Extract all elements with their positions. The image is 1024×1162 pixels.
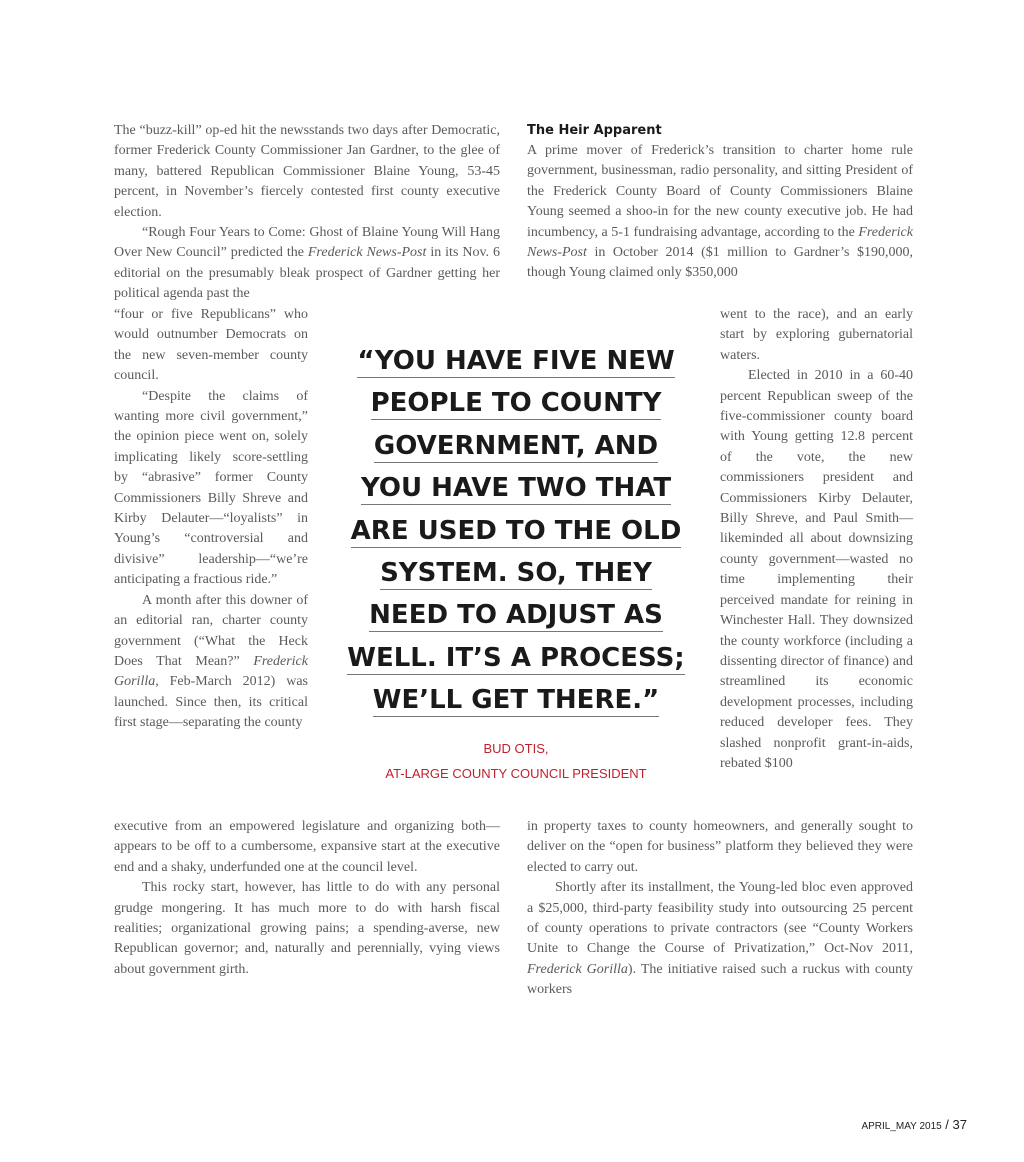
pull-quote-line: WELL. IT’S A PROCESS;	[347, 642, 685, 673]
pull-quote-attribution	[338, 736, 694, 786]
paragraph: executive from an empowered legislature and organizing both—appears to be off to a cumbersome, expansive start at the executive end and a shaky, underfunded one at the council level.	[114, 819, 500, 875]
article-column-left-bottom	[114, 817, 500, 980]
paragraph: Elected in 2010 in a 60-40 percent Republican sweep of the five-commissioner county board with Young getting 12.8 percent of the vote, the new commissioners president and Commissioners Kirby Delauter, Billy Shreve, and Paul Smith—likeminded all about downsizing county government—wasted no time implementing their perceived mandate for reining in Winchester Hall. They downsized the county workforce (including a dissenting director of finance) and streamlined its economic development processes, including reduced developer fees. They slashed nonprofit grant-in-aids, rebated $100	[720, 368, 913, 771]
paragraph: Shortly after its installment, the Young-led bloc even approved a $25,000, third-party feasibility study into outsourcing 25 percent of county operations to private contractors (see “County Workers Unite to Change the Course of Privatization,” Oct-Nov 2011, Frederick Gorilla). The initiative raised such a ruckus with county workers	[527, 880, 913, 998]
pull-quote-line: YOU HAVE TWO THAT	[360, 473, 672, 504]
pull-quote	[338, 340, 694, 786]
paragraph: “four or five Republicans” who would outnumber Democrats on the new seven-member county council.	[114, 307, 308, 384]
pull-quote-line: PEOPLE TO COUNTY	[370, 388, 662, 419]
article-column-right-bottom	[527, 817, 913, 1001]
page-number: 37	[952, 1117, 967, 1132]
paragraph: A month after this downer of an editorial ran, charter county government (“What the Heck Does That Mean?” Frederick Gorilla, Feb-March 2012) was launched. Since then, its critical first stage—separating the county	[114, 592, 308, 731]
paragraph: went to the race), and an early start by exploring gubernatorial waters.	[720, 307, 913, 363]
article-column-right-top	[527, 121, 913, 284]
pull-quote-text	[338, 340, 694, 722]
article-column-left-top	[114, 121, 500, 305]
pull-quote-line: ARE USED TO THE OLD	[350, 515, 682, 546]
pull-quote-line: NEED TO ADJUST AS	[369, 600, 663, 631]
paragraph: “Rough Four Years to Come: Ghost of Blaine Young Will Hang Over New Council” predicted the Frederick News-Post in its Nov. 6 editorial on the presumably bleak prospect of Gardner getting her political agenda past the	[114, 225, 500, 302]
paragraph: in property taxes to county homeowners, and generally sought to deliver on the “open for business” platform they believed they were elected to carry out.	[527, 819, 913, 875]
article-column-left-narrow	[114, 305, 308, 734]
paragraph: “Despite the claims of wanting more civil government,” the opinion piece went on, solely implicating likely score-settling by “abrasive” former County Commissioners Billy Shreve and Kirby Delauter—“loyalists” in Young’s “controversial and divisive” leadership—“we’re anticipating a fractious ride.”	[114, 388, 308, 588]
paragraph: A prime mover of Frederick’s transition to charter home rule government, businessman, radio personality, and sitting President of the Frederick County Board of County Commissioners Blaine Young seemed a shoo-in for the new county executive job. He had incumbency, a 5-1 fundraising advantage, according to the Frederick News-Post in October 2014 ($1 million to Gardner’s $190,000, though Young claimed only $350,000	[527, 143, 913, 281]
article-column-right-narrow	[720, 305, 913, 774]
pull-quote-line: GOVERNMENT, AND	[373, 430, 659, 461]
pull-quote-line: SYSTEM. SO, THEY	[380, 558, 652, 589]
paragraph: This rocky start, however, has little to do with any personal grudge mongering. It has much more to do with harsh fiscal realities; organizational growing pains; a spending-averse, new Republican governor; and, naturally and perennially, vying views about government girth.	[114, 880, 500, 977]
footer-separator: /	[941, 1117, 953, 1132]
pull-quote-line: WE’LL GET THERE.”	[372, 685, 660, 716]
paragraph: The “buzz-kill” op-ed hit the newsstands two days after Democratic, former Frederick County Commissioner Jan Gardner, to the glee of many, battered Republican Commissioner Blaine Young, 53-45 percent, in November’s fiercely contested first county executive election.	[114, 123, 500, 220]
attribution-title: AT-LARGE COUNTY COUNCIL PRESIDENT	[385, 765, 647, 781]
attribution-name: BUD OTIS,	[483, 740, 549, 756]
pull-quote-line: “YOU HAVE FIVE NEW	[357, 346, 675, 376]
issue-date: APRIL_MAY 2015	[861, 1121, 942, 1132]
section-heading: The Heir Apparent	[527, 123, 662, 138]
page-footer	[861, 1117, 967, 1132]
